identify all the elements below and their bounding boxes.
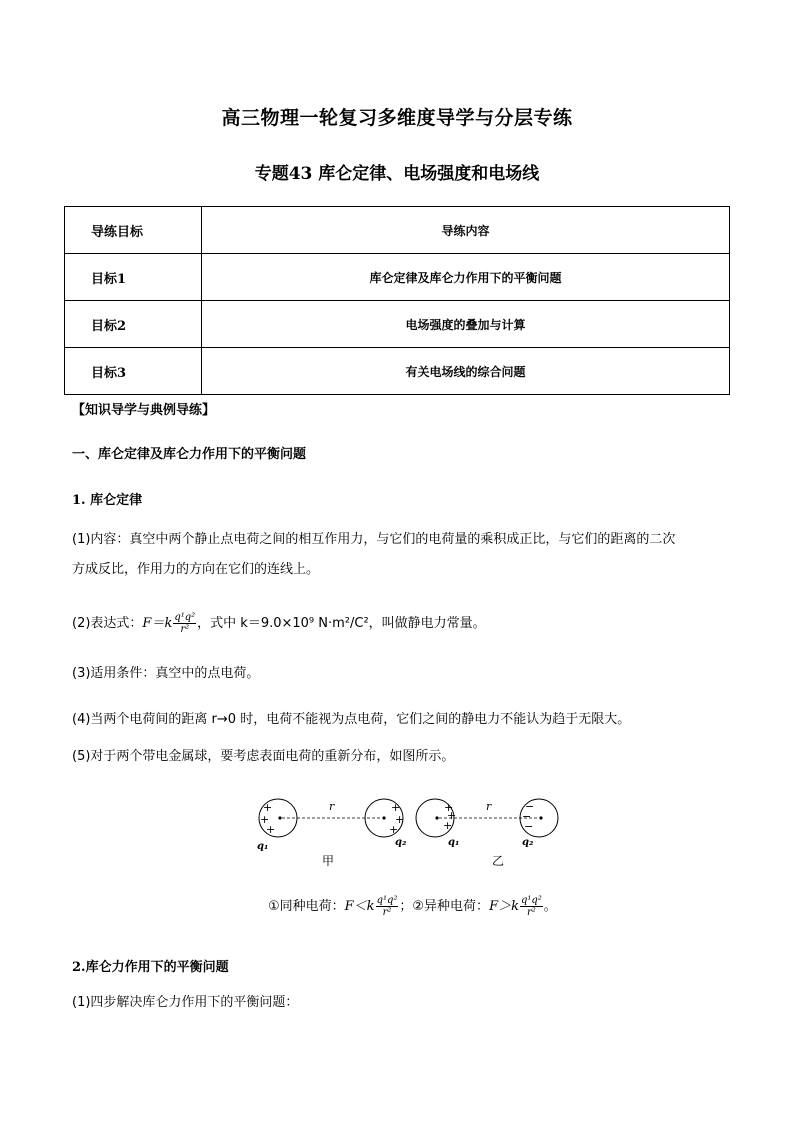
table-row — [65, 254, 730, 301]
table-cell-goal: 目标2 — [65, 301, 202, 348]
minus-sign: − — [522, 810, 532, 823]
plus-sign: + — [260, 813, 270, 826]
figure-jia — [257, 799, 407, 868]
distance-label: r — [329, 800, 335, 813]
document-subtitle: 专题43 库仑定律、电场强度和电场线 — [254, 164, 540, 184]
part1-heading: 一、库仑定律及库仑力作用下的平衡问题 — [72, 447, 307, 462]
plus-sign: + — [266, 823, 276, 836]
diff-charge-formula: F＞k — [489, 899, 519, 914]
paragraph-conditions: (3)适用条件：真空中的点电荷。 — [72, 666, 260, 681]
q1-label: q₁ — [448, 837, 460, 848]
minus-sign: − — [524, 820, 534, 833]
knowledge-heading: 【知识导学与典例导练】 — [72, 403, 216, 418]
plus-sign: + — [443, 819, 453, 832]
paragraph-distance: (4)当两个电荷间的距离 r→0 时，电荷不能视为点电荷，它们之间的静电力不能认为趋于无限大。 — [72, 712, 631, 727]
sub1-heading: 1. 库仑定律 — [72, 493, 143, 508]
paragraph-content-line1: (1)内容：真空中两个静止点电荷之间的相互作用力，与它们的电荷量的乘积成正比，与它们的距离的二次 — [72, 532, 676, 547]
table-cell-content: 电场强度的叠加与计算 — [202, 301, 730, 348]
fraction-denominator: r² — [180, 624, 190, 635]
caption-jia: 甲 — [322, 854, 335, 868]
same-charge-formula: F＜k — [344, 899, 375, 914]
fraction-numerator: q¹q² — [174, 612, 196, 623]
same-charge-fraction — [376, 895, 399, 918]
fraction-denominator: r² — [526, 907, 536, 918]
formula-prefix: (2)表达式： — [72, 616, 143, 631]
paragraph-content — [72, 525, 732, 585]
table-cell-goal: 目标3 — [65, 348, 202, 395]
q2-label: q₂ — [395, 837, 407, 848]
figure-yi — [416, 799, 558, 868]
diff-charge-fraction — [520, 895, 543, 918]
plus-sign: + — [447, 809, 457, 822]
center-dot — [539, 816, 542, 819]
charge-comparison — [268, 890, 557, 924]
table-cell-content: 库仑定律及库仑力作用下的平衡问题 — [202, 254, 730, 301]
plus-sign: + — [263, 801, 273, 814]
plus-sign: + — [391, 801, 401, 814]
fraction-numerator: q¹q² — [520, 895, 542, 906]
formula-lhs: F＝k — [142, 616, 173, 631]
plus-sign: + — [444, 801, 454, 814]
formula-suffix: ，式中 k＝9.0×10⁹ N·m²/C²，叫做静电力常量。 — [197, 616, 486, 631]
paragraph-content-line2: 方成反比，作用力的方向在它们的连线上。 — [72, 562, 320, 577]
coulomb-fraction — [173, 612, 196, 635]
fraction-numerator: q¹q² — [376, 895, 398, 906]
caption-yi: 乙 — [492, 854, 505, 868]
q1-label: q₁ — [257, 841, 269, 852]
paragraph-formula — [72, 607, 732, 641]
sentence-end: 。 — [543, 899, 557, 914]
paragraph-four-steps: (1)四步解决库仑力作用下的平衡问题： — [72, 995, 299, 1010]
center-dot — [382, 816, 385, 819]
guide-table — [64, 206, 730, 395]
separator: ； — [399, 899, 413, 914]
table-header-row — [65, 207, 730, 254]
table-cell-goal: 目标1 — [65, 254, 202, 301]
sub2-heading: 2.库仑力作用下的平衡问题 — [72, 960, 229, 975]
center-dot — [435, 816, 438, 819]
fraction-denominator: r² — [382, 907, 392, 918]
table-header-goal: 导练目标 — [65, 207, 202, 254]
document-title: 高三物理一轮复习多维度导学与分层专练 — [221, 107, 573, 129]
center-dot — [278, 816, 281, 819]
q2-label: q₂ — [522, 837, 534, 848]
diff-charge-label: ②异种电荷： — [412, 899, 490, 914]
plus-sign: + — [395, 813, 405, 826]
table-row — [65, 301, 730, 348]
table-row — [65, 348, 730, 395]
table-header-content: 导练内容 — [202, 207, 730, 254]
plus-sign: + — [389, 823, 399, 836]
distance-label: r — [486, 800, 492, 813]
paragraph-metal-spheres: (5)对于两个带电金属球，要考虑表面电荷的重新分布，如图所示。 — [72, 749, 455, 764]
same-charge-label: ①同种电荷： — [268, 899, 345, 914]
minus-sign: − — [525, 800, 535, 813]
charge-distribution-figure — [245, 787, 565, 869]
table-cell-content: 有关电场线的综合问题 — [202, 348, 730, 395]
